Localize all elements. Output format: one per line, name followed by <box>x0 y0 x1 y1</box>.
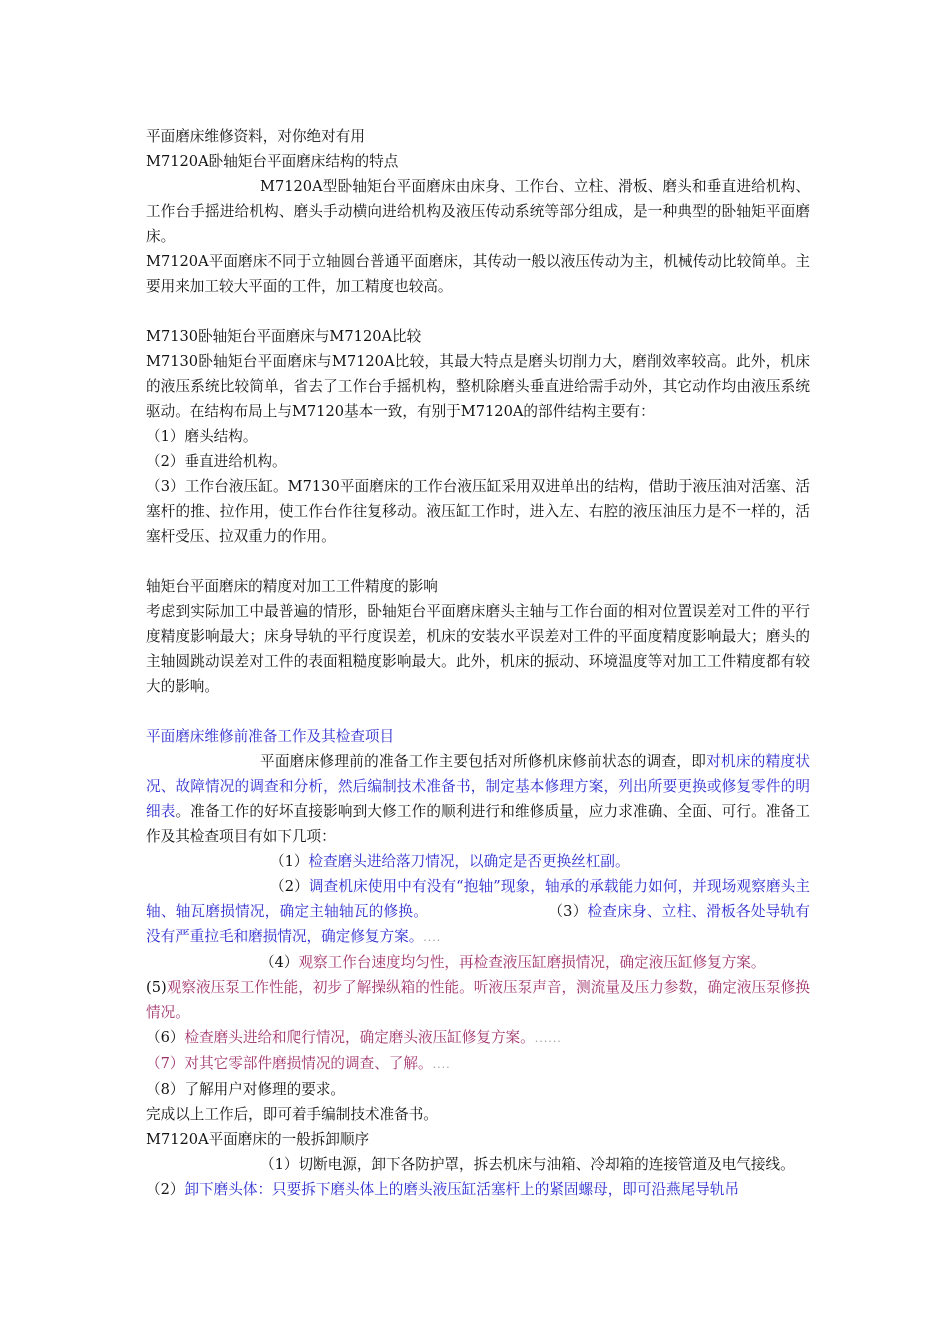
list-item: (5)观察液压泵工作性能，初步了解操纵箱的性能。听液压泵声音，测流量及压力参数，确定液压泵修换情况。 <box>146 979 810 1021</box>
paragraph: M7120A平面磨床不同于立轴圆台普通平面磨床，其传动一般以液压传动为主，机械传动比较简单。主要用来加工较大平面的工件，加工精度也较高。 <box>146 253 810 295</box>
paragraph: M7130卧轴矩台平面磨床与M7120A比较，其最大特点是磨头切削力大，磨削效率较高。此外，机床的液压系统比较简单，省去了工作台手摇机构，整机除磨头垂直进给需手动外，其它动作均由液压系统驱动。在结构布局上与M7120基本一致，有别于M7120A的部件结构主要有： <box>146 353 810 420</box>
document-title: 平面磨床维修资料，对你绝对有用 <box>146 128 365 145</box>
list-item: （2）垂直进给机构。 <box>146 453 287 470</box>
document-page <box>146 124 810 1202</box>
paragraph: 考虑到实际加工中最普遍的情形，卧轴矩台平面磨床磨头主轴与工作台面的相对位置误差对工件的平行度精度影响最大；床身导轨的平行度误差，机床的安装水平误差对工件的平面度精度影响最大；磨头的主轴圆跳动误差对工件的表面粗糙度影响最大。此外，机床的振动、环境温度等对加工工件精度都有较大的影响。 <box>146 603 810 695</box>
blank-line <box>146 699 810 724</box>
blank-line <box>146 299 810 324</box>
paragraph: 平面磨床修理前的准备工作主要包括对所修机床修前状态的调查，即对机床的精度状况、故障情况的调查和分析，然后编制技术准备书，制定基本修理方案，列出所要更换或修复零件的明细表。准备工作的好坏直接影响到大修工作的顺利进行和维修质量，应力求准确、全面、可行。准备工作及其检查项目有如下几项： <box>146 753 810 845</box>
list-item: （4）观察工作台速度均匀性，再检查液压缸磨损情况，确定液压缸修复方案。 <box>260 954 766 971</box>
section-heading-precision: 轴矩台平面磨床的精度对加工工件精度的影响 <box>146 578 438 595</box>
section-heading-disassembly: M7120A平面磨床的一般拆卸顺序 <box>146 1131 370 1148</box>
section-heading-m7120a: M7120A卧轴矩台平面磨床结构的特点 <box>146 153 399 170</box>
dotted-mark: ...... <box>534 1032 562 1045</box>
dotted-mark: .... <box>432 1058 451 1071</box>
dotted-mark: .... <box>423 931 442 944</box>
list-item: （2）卸下磨头体：只要拆下磨头体上的磨头液压缸活塞杆上的紧固螺母，即可沿燕尾导轨吊 <box>146 1181 740 1198</box>
list-item: （8）了解用户对修理的要求。 <box>146 1081 346 1098</box>
list-item: （1）检查磨头进给落刀情况，以确定是否更换丝杠副。 <box>270 853 630 870</box>
paragraph: M7120A型卧轴矩台平面磨床由床身、工作台、立柱、滑板、磨头和垂直进给机构、工作台手摇进给机构、磨头手动横向进给机构及液压传动系统等部分组成，是一种典型的卧轴矩平面磨床。 <box>146 178 810 245</box>
section-heading-m7130: M7130卧轴矩台平面磨床与M7120A比较 <box>146 328 422 345</box>
list-item: （1）切断电源，卸下各防护罩，拆去机床与油箱、冷却箱的连接管道及电气接线。 <box>260 1156 795 1173</box>
list-item: （2）调查机床使用中有没有“抱轴”现象，轴承的承载能力如何，并现场观察磨头主轴、轴瓦磨损情况，确定主轴轴瓦的修换。 （3）检查床身、立柱、滑板各处导轨有没有严重拉毛和磨损情况，确定修复方案。.... <box>146 878 810 945</box>
list-item: （6）检查磨头进给和爬行情况，确定磨头液压缸修复方案。...... <box>146 1029 562 1046</box>
list-item: （7）对其它零部件磨损情况的调查、了解。.... <box>146 1055 451 1072</box>
paragraph: 完成以上工作后，即可着手编制技术准备书。 <box>146 1106 438 1123</box>
section-heading-preparation: 平面磨床维修前准备工作及其检查项目 <box>146 728 395 745</box>
list-item: （3）工作台液压缸。M7130平面磨床的工作台液压缸采用双进单出的结构，借助于液压油对活塞、活塞杆的推、拉作用，使工作台作往复移动。液压缸工作时，进入左、右腔的液压油压力是不一样的，活塞杆受压、拉双重力的作用。 <box>146 478 810 545</box>
blank-line <box>146 549 810 574</box>
list-item: （1）磨头结构。 <box>146 428 258 445</box>
